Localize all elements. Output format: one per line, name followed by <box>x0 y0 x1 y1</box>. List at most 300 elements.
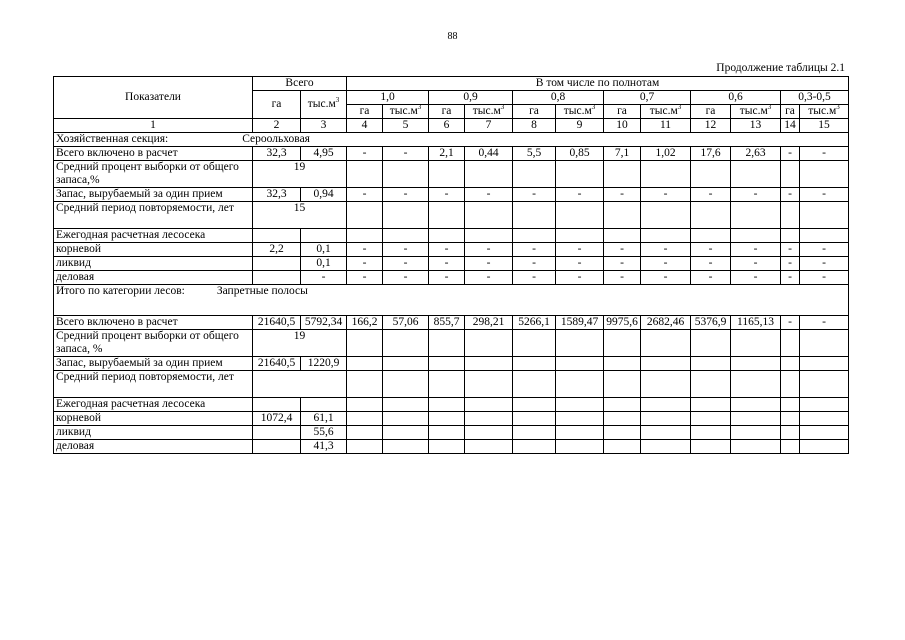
table-cell: - <box>604 243 641 257</box>
table-cell <box>604 357 641 371</box>
table-cell <box>604 440 641 454</box>
unit-ha: га <box>604 105 641 119</box>
table-cell <box>604 371 641 398</box>
table-cell: - <box>513 188 556 202</box>
column-number: 14 <box>781 119 800 133</box>
section-name: Запретные полосы <box>216 285 308 297</box>
unit-m3 <box>800 105 849 119</box>
table-cell: 41,3 <box>301 440 347 454</box>
table-cell <box>604 202 641 229</box>
table-cell: - <box>800 243 849 257</box>
table-cell: 0,1 <box>301 243 347 257</box>
table-row <box>54 440 849 454</box>
table-cell <box>383 330 429 357</box>
table-cell: 5,5 <box>513 147 556 161</box>
table-cell <box>513 357 556 371</box>
unit-text: тыс.м <box>472 105 501 117</box>
table-cell <box>691 398 731 412</box>
table-cell: 0,85 <box>556 147 604 161</box>
unit-ha: га <box>347 105 383 119</box>
table-cell: 1589,47 <box>556 316 604 330</box>
table-cell <box>800 426 849 440</box>
table-cell <box>556 357 604 371</box>
table-cell: - <box>347 188 383 202</box>
table-cell <box>641 330 691 357</box>
table-cell: - <box>347 271 383 285</box>
section-row <box>54 285 849 316</box>
table-cell <box>347 412 383 426</box>
table-cell <box>253 229 301 243</box>
table-cell <box>731 330 781 357</box>
section-title <box>54 133 849 147</box>
column-number: 1 <box>54 119 253 133</box>
table-cell: - <box>781 316 800 330</box>
row-label: ликвид <box>54 257 253 271</box>
table-cell <box>429 229 465 243</box>
table-cell: 2,63 <box>731 147 781 161</box>
table-row <box>54 161 849 188</box>
table-cell <box>781 398 800 412</box>
row-label: Средний процент выборки от общего запаса, % <box>54 330 253 357</box>
column-number: 15 <box>800 119 849 133</box>
unit-ha: га <box>513 105 556 119</box>
table-cell <box>253 271 301 285</box>
table-cell <box>800 330 849 357</box>
table-cell: - <box>556 271 604 285</box>
row-label: Ежегодная расчетная лесосека <box>54 398 253 412</box>
table-cell <box>800 398 849 412</box>
table-cell <box>604 161 641 188</box>
table-cell: 166,2 <box>347 316 383 330</box>
table-cell: - <box>800 147 849 161</box>
table-cell <box>513 398 556 412</box>
row-label: корневой <box>54 412 253 426</box>
table-cell <box>429 398 465 412</box>
table-cell <box>641 161 691 188</box>
unit-superscript: 3 <box>836 104 840 112</box>
table-cell <box>383 202 429 229</box>
table-cell <box>513 426 556 440</box>
table-cell: - <box>513 271 556 285</box>
table-cell <box>691 426 731 440</box>
table-cell <box>800 357 849 371</box>
table-cell: 4,95 <box>301 147 347 161</box>
unit-text: тыс.м <box>307 98 336 110</box>
table-cell: - <box>691 188 731 202</box>
page-number: 88 <box>447 31 458 42</box>
table-cell <box>731 229 781 243</box>
table-cell <box>301 229 347 243</box>
table-cell: - <box>800 271 849 285</box>
table-cell <box>383 440 429 454</box>
table-cell <box>556 371 604 398</box>
table-cell: - <box>641 257 691 271</box>
table-cell <box>604 412 641 426</box>
table-cell <box>604 330 641 357</box>
table-cell <box>604 426 641 440</box>
table-cell <box>781 229 800 243</box>
column-number: 7 <box>465 119 513 133</box>
table-cell <box>781 371 800 398</box>
table-cell <box>641 398 691 412</box>
table-row <box>54 398 849 412</box>
column-number: 10 <box>604 119 641 133</box>
column-number: 5 <box>383 119 429 133</box>
table-cell: - <box>731 243 781 257</box>
table-cell <box>800 161 849 188</box>
table-cell <box>800 412 849 426</box>
unit-text: тыс.м <box>739 105 768 117</box>
table-cell <box>556 161 604 188</box>
table-cell <box>691 371 731 398</box>
table-row <box>54 229 849 243</box>
table-cell: 55,6 <box>301 426 347 440</box>
unit-superscript: 3 <box>335 96 340 105</box>
table-cell: 5376,9 <box>691 316 731 330</box>
table-cell: - <box>513 257 556 271</box>
merged-value <box>253 371 347 398</box>
table-cell <box>465 412 513 426</box>
density-0-3-0-5: 0,3-0,5 <box>781 91 849 105</box>
table-cell <box>641 440 691 454</box>
table-cell <box>641 371 691 398</box>
table-cell <box>383 229 429 243</box>
table-cell <box>253 257 301 271</box>
table-cell: - <box>347 147 383 161</box>
table-cell <box>383 371 429 398</box>
table-cell: - <box>556 243 604 257</box>
table-cell <box>800 440 849 454</box>
header-total-ha: га <box>253 91 301 119</box>
table-cell: - <box>556 188 604 202</box>
table-cell: - <box>781 243 800 257</box>
table-cell <box>781 357 800 371</box>
table-row <box>54 330 849 357</box>
density-0-8: 0,8 <box>513 91 604 105</box>
table-cell <box>465 161 513 188</box>
column-number: 3 <box>301 119 347 133</box>
table-cell <box>691 412 731 426</box>
table-cell <box>731 426 781 440</box>
table-cell <box>429 330 465 357</box>
table-cell: - <box>465 271 513 285</box>
table-cell <box>429 371 465 398</box>
table-cell <box>691 357 731 371</box>
table-cell <box>347 330 383 357</box>
unit-superscript: 3 <box>500 104 505 112</box>
row-label: корневой <box>54 243 253 257</box>
table-row <box>54 426 849 440</box>
unit-superscript: 3 <box>591 104 596 112</box>
table-cell <box>347 426 383 440</box>
column-number: 6 <box>429 119 465 133</box>
unit-text: тыс.м <box>808 105 837 117</box>
table-cell: - <box>347 243 383 257</box>
unit-m3 <box>641 105 691 119</box>
table-cell: - <box>691 257 731 271</box>
column-number: 4 <box>347 119 383 133</box>
table-cell <box>731 440 781 454</box>
table-cell: 5792,34 <box>301 316 347 330</box>
table-cell <box>347 161 383 188</box>
table-cell: 1072,4 <box>253 412 301 426</box>
table-cell: - <box>383 147 429 161</box>
section-name: Сероольховая <box>242 133 310 145</box>
table-cell <box>383 426 429 440</box>
unit-m3 <box>383 105 429 119</box>
table-cell: - <box>731 188 781 202</box>
row-label: Ежегодная расчетная лесосека <box>54 229 253 243</box>
table-cell: 21640,5 <box>253 316 301 330</box>
table-cell: 1220,9 <box>301 357 347 371</box>
table-cell: 298,21 <box>465 316 513 330</box>
table-cell: - <box>465 257 513 271</box>
row-label: Всего включено в расчет <box>54 147 253 161</box>
table-cell: - <box>429 243 465 257</box>
table-cell <box>465 440 513 454</box>
table-cell <box>731 202 781 229</box>
table-caption: Продолжение таблицы 2.1 <box>716 62 845 74</box>
unit-text: тыс.м <box>649 105 678 117</box>
merged-value: 19 <box>253 330 347 357</box>
table-cell: 0,1 <box>301 257 347 271</box>
table-cell: - <box>781 257 800 271</box>
table-cell: - <box>731 257 781 271</box>
unit-m3 <box>465 105 513 119</box>
table-cell: - <box>800 316 849 330</box>
unit-superscript: 3 <box>417 104 422 112</box>
table-cell <box>347 229 383 243</box>
table-row <box>54 257 849 271</box>
column-number: 13 <box>731 119 781 133</box>
table-cell: - <box>781 147 800 161</box>
table-cell <box>429 440 465 454</box>
table-cell <box>800 202 849 229</box>
table-cell <box>556 330 604 357</box>
table-cell <box>383 357 429 371</box>
unit-ha: га <box>429 105 465 119</box>
table-cell: 32,3 <box>253 188 301 202</box>
table-cell: - <box>641 188 691 202</box>
table-cell <box>429 426 465 440</box>
column-number: 12 <box>691 119 731 133</box>
table-cell <box>604 398 641 412</box>
table-cell: 32,3 <box>253 147 301 161</box>
table-cell: 2682,46 <box>641 316 691 330</box>
table-cell: - <box>465 243 513 257</box>
table-cell <box>465 202 513 229</box>
table-cell <box>691 161 731 188</box>
table-cell <box>347 398 383 412</box>
table-cell <box>781 330 800 357</box>
table-cell <box>465 229 513 243</box>
unit-superscript: 3 <box>767 104 772 112</box>
table-cell: - <box>383 271 429 285</box>
section-row <box>54 133 849 147</box>
unit-ha: га <box>781 105 800 119</box>
table-cell: - <box>429 271 465 285</box>
table-cell: - <box>347 257 383 271</box>
table-cell <box>301 398 347 412</box>
table-cell: - <box>641 243 691 257</box>
table-cell <box>641 412 691 426</box>
table-cell <box>800 371 849 398</box>
header-total: Всего <box>253 77 347 91</box>
table-cell <box>781 440 800 454</box>
table-cell: 0,94 <box>301 188 347 202</box>
table-cell <box>513 371 556 398</box>
table-row <box>54 202 849 229</box>
table-cell <box>253 440 301 454</box>
table-cell <box>429 412 465 426</box>
table-cell: - <box>691 243 731 257</box>
table-cell: 2,1 <box>429 147 465 161</box>
table-cell: 7,1 <box>604 147 641 161</box>
table-cell: - <box>604 188 641 202</box>
table-cell <box>800 229 849 243</box>
row-label: Средний процент выборки от общего запаса,% <box>54 161 253 188</box>
table-cell: - <box>781 188 800 202</box>
table-cell <box>731 398 781 412</box>
table-cell: 5266,1 <box>513 316 556 330</box>
table-cell: 2,2 <box>253 243 301 257</box>
table-cell <box>691 440 731 454</box>
table-cell: 1165,13 <box>731 316 781 330</box>
column-number: 8 <box>513 119 556 133</box>
table-cell <box>465 371 513 398</box>
table-cell: - <box>383 188 429 202</box>
table-cell: - <box>301 271 347 285</box>
density-1-0: 1,0 <box>347 91 429 105</box>
table-cell <box>731 161 781 188</box>
table-cell: - <box>800 257 849 271</box>
row-label: Запас, вырубаемый за один прием <box>54 188 253 202</box>
table-cell: - <box>383 243 429 257</box>
density-0-7: 0,7 <box>604 91 691 105</box>
table-cell <box>513 330 556 357</box>
table-cell: 9975,6 <box>604 316 641 330</box>
table-cell: - <box>383 257 429 271</box>
table-cell <box>383 161 429 188</box>
table-cell <box>691 229 731 243</box>
table-cell: - <box>781 271 800 285</box>
row-label: Средний период повторяемости, лет <box>54 202 253 229</box>
table-cell <box>556 398 604 412</box>
table-cell <box>691 202 731 229</box>
table-cell <box>347 202 383 229</box>
table-cell <box>253 426 301 440</box>
table-row <box>54 188 849 202</box>
row-label: ликвид <box>54 426 253 440</box>
table-cell <box>465 398 513 412</box>
header-including: В том числе по полнотам <box>347 77 849 91</box>
table-cell <box>556 426 604 440</box>
table-cell: 61,1 <box>301 412 347 426</box>
unit-text: тыс.м <box>563 105 592 117</box>
table-row <box>54 371 849 398</box>
table-row <box>54 243 849 257</box>
table-cell <box>641 357 691 371</box>
table-cell <box>429 357 465 371</box>
table-cell <box>556 440 604 454</box>
column-number: 11 <box>641 119 691 133</box>
table-cell <box>731 371 781 398</box>
column-number: 2 <box>253 119 301 133</box>
unit-superscript: 3 <box>677 104 682 112</box>
table-cell: - <box>604 271 641 285</box>
table-cell <box>731 412 781 426</box>
row-label: деловая <box>54 271 253 285</box>
table-cell: 855,7 <box>429 316 465 330</box>
table-cell <box>781 412 800 426</box>
table-cell <box>513 229 556 243</box>
table-cell <box>513 161 556 188</box>
table-cell: - <box>731 271 781 285</box>
row-label: Средний период повторяемости, лет <box>54 371 253 398</box>
table-cell <box>347 357 383 371</box>
header-indicators: Показатели <box>54 77 253 119</box>
unit-text: тыс.м <box>389 105 418 117</box>
table-cell <box>383 412 429 426</box>
table-cell <box>781 202 800 229</box>
table-cell <box>604 229 641 243</box>
table-cell: - <box>465 188 513 202</box>
table-cell <box>641 229 691 243</box>
table-cell <box>781 161 800 188</box>
table-cell <box>429 161 465 188</box>
table-cell: - <box>429 257 465 271</box>
row-label: деловая <box>54 440 253 454</box>
section-title <box>54 285 849 316</box>
table-cell: 1,02 <box>641 147 691 161</box>
table-cell: 21640,5 <box>253 357 301 371</box>
table-cell <box>781 426 800 440</box>
row-label: Запас, вырубаемый за один прием <box>54 357 253 371</box>
table-row <box>54 412 849 426</box>
table-cell <box>641 202 691 229</box>
row-label: Всего включено в расчет <box>54 316 253 330</box>
section-label: Хозяйственная секция: <box>56 133 169 145</box>
forest-table <box>53 76 849 454</box>
table-row <box>54 316 849 330</box>
table-cell: - <box>513 243 556 257</box>
table-cell: 0,44 <box>465 147 513 161</box>
table-cell <box>383 398 429 412</box>
density-0-6: 0,6 <box>691 91 781 105</box>
unit-m3 <box>731 105 781 119</box>
table-cell <box>253 398 301 412</box>
section-label: Итого по категории лесов: <box>56 285 185 297</box>
table-cell <box>556 412 604 426</box>
column-number: 9 <box>556 119 604 133</box>
table-cell <box>429 202 465 229</box>
table-cell <box>556 229 604 243</box>
table-cell <box>513 412 556 426</box>
table-cell <box>731 357 781 371</box>
unit-ha: га <box>691 105 731 119</box>
density-0-9: 0,9 <box>429 91 513 105</box>
table-cell <box>641 426 691 440</box>
table-row <box>54 271 849 285</box>
table-cell <box>513 202 556 229</box>
table-row <box>54 147 849 161</box>
table-cell: - <box>641 271 691 285</box>
merged-value: 19 <box>253 161 347 188</box>
table-cell: 17,6 <box>691 147 731 161</box>
table-cell <box>556 202 604 229</box>
table-cell: 57,06 <box>383 316 429 330</box>
table-cell: - <box>556 257 604 271</box>
